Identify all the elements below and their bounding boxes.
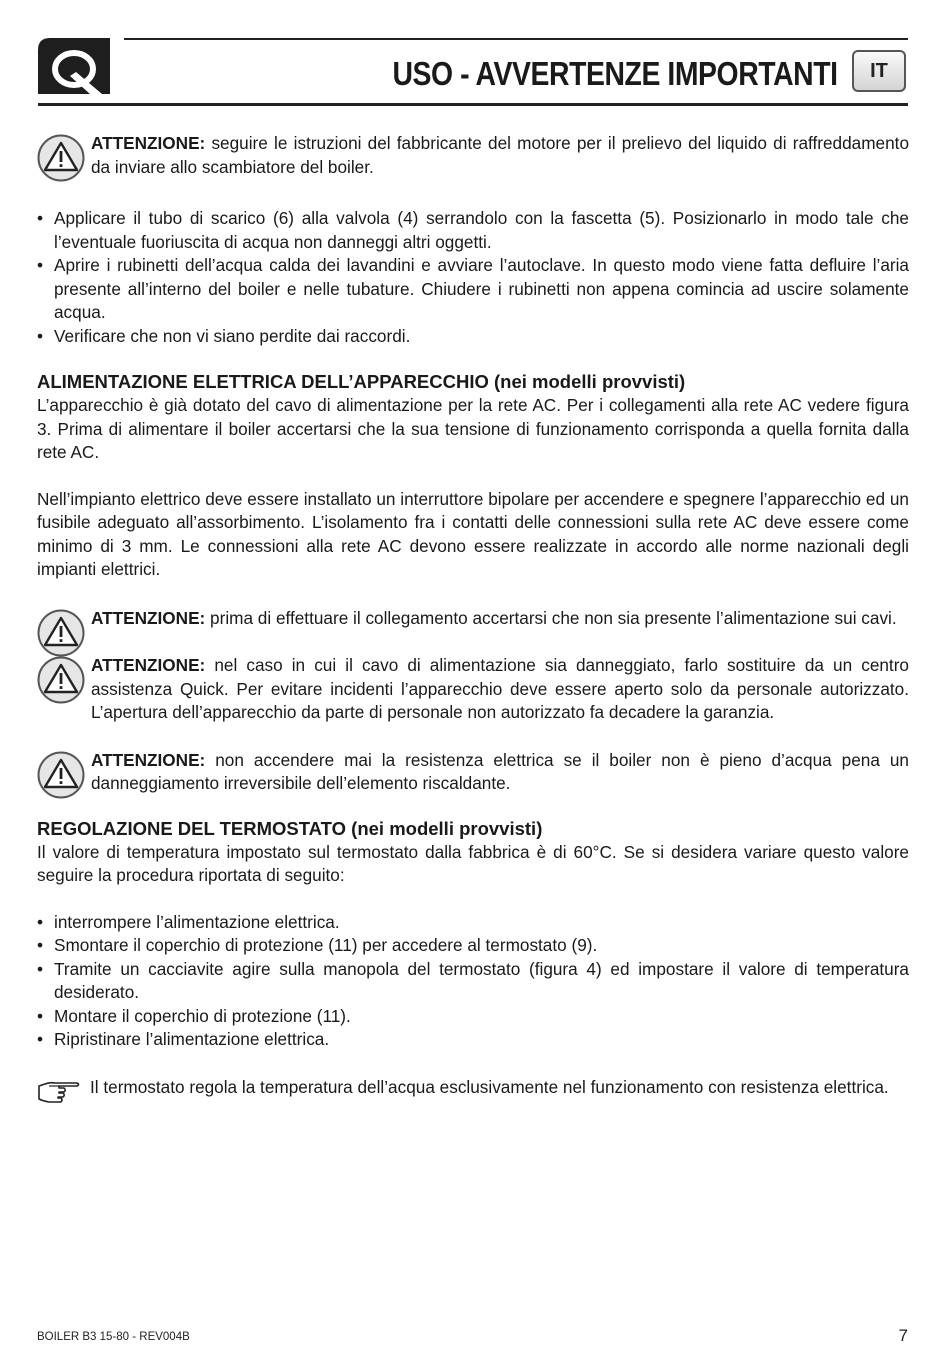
document-code: BOILER B3 15-80 - REV004B [37,1331,190,1343]
section-title-thermostat: REGOLAZIONE DEL TERMOSTATO (nei modelli provvisti) [37,817,543,839]
warning-block [37,132,909,179]
list-item: • Smontare il coperchio di protezione (11) per accedere al termostato (9). [37,934,909,958]
warning-block [37,749,909,796]
warning-block [37,654,909,725]
warning-label: ATTENZIONE: [91,655,206,675]
warning-text: nel caso in cui il cavo di alimentazione sia danneggiato, farlo sostituire da un centro assistenza Quick. Per evitare incidenti l’apparecchio deve essere aperto solo da personale autorizzato. L’apertura dell’apparecchio da parte di personale non autorizzato fa decadere la garanzia. [91,655,909,722]
list-item: • Verificare che non vi siano perdite dai raccordi. [37,325,909,349]
page-title: USO - AVVERTENZE IMPORTANTI [392,55,838,92]
warning-block [37,607,909,631]
list-item: • Applicare il tubo di scarico (6) alla valvola (4) serrandolo con la fascetta (5). Posizionarlo in modo tale che l’eventuale fuoriuscita di acqua non danneggi altri oggetti. [37,207,909,254]
note-block [37,1076,909,1100]
quick-logo-icon [38,38,110,94]
power-paragraph-2: Nell’impianto elettrico deve essere installato un interruttore bipolare per accendere e spegnere l’apparecchio ed un fusibile adeguato all’assorbimento. L’isolamento fra i contatti delle connessioni sulla rete AC deve essere come minimo di 3 mm. Le connessioni alla rete AC devono essere realizzate in accordo alle norme nazionali degli impianti elettrici. [37,488,909,579]
warning-triangle-icon [37,751,85,799]
list-item: • Tramite un cacciavite agire sulla manopola del termostato (figura 4) ed impostare il valore di temperatura desiderato. [37,958,909,1005]
warning-label: ATTENZIONE: [91,607,206,628]
warning-label: ATTENZIONE: [91,749,206,770]
warning-triangle-icon [37,656,85,704]
list-item: • Ripristinare l’alimentazione elettrica. [37,1028,909,1052]
header-rule-top [124,38,908,40]
warning-text: non accendere mai la resistenza elettrica se il boiler non è pieno d’acqua pena un danneggiamento irreversibile dell’elemento riscaldante. [91,749,909,793]
section-title-power: ALIMENTAZIONE ELETTRICA DELL’APPARECCHIO (nei modelli provvisti) [37,371,686,392]
page-number: 7 [898,1326,908,1345]
power-paragraph-1: L’apparecchio è già dotato del cavo di alimentazione per la rete AC. Per i collegamenti alla rete AC vedere figura 3. Prima di alimentare il boiler accertarsi che la sua tensione di funzionamento corrisponda a quella fornita dalla rete AC. [37,395,909,462]
procedure-list [37,207,909,348]
language-badge: IT [852,50,906,92]
header-rule-bottom [38,103,908,106]
page-content [37,132,909,1099]
thermostat-paragraph: Il valore di temperatura impostato sul termostato dalla fabbrica è di 60°C. Se si desidera variare questo valore seguire la procedura riportata di seguito: [37,841,909,885]
warning-text: seguire le istruzioni del fabbricante del motore per il prelievo del liquido di raffreddamento da inviare allo scambiatore del boiler. [91,133,909,177]
list-item: • Aprire i rubinetti dell’acqua calda dei lavandini e avviare l’autoclave. In questo modo viene fatta defluire l’aria presente all’interno del boiler e nelle tubature. Chiudere i rubinetti non appena comincia ad uscire solamente acqua. [37,254,909,325]
warning-label: ATTENZIONE: [91,133,206,153]
warning-triangle-icon [37,134,85,182]
thermostat-procedure-list [37,911,909,1052]
note-text: Il termostato regola la temperatura dell’acqua esclusivamente nel funzionamento con resistenza elettrica. [90,1076,889,1097]
pointing-hand-icon [37,1078,81,1104]
list-item: • Montare il coperchio di protezione (11). [37,1005,909,1029]
list-item: • interrompere l’alimentazione elettrica. [37,911,909,935]
warning-triangle-icon [37,609,85,657]
warning-text: prima di effettuare il collegamento accertarsi che non sia presente l’alimentazione sui cavi. [205,607,897,628]
